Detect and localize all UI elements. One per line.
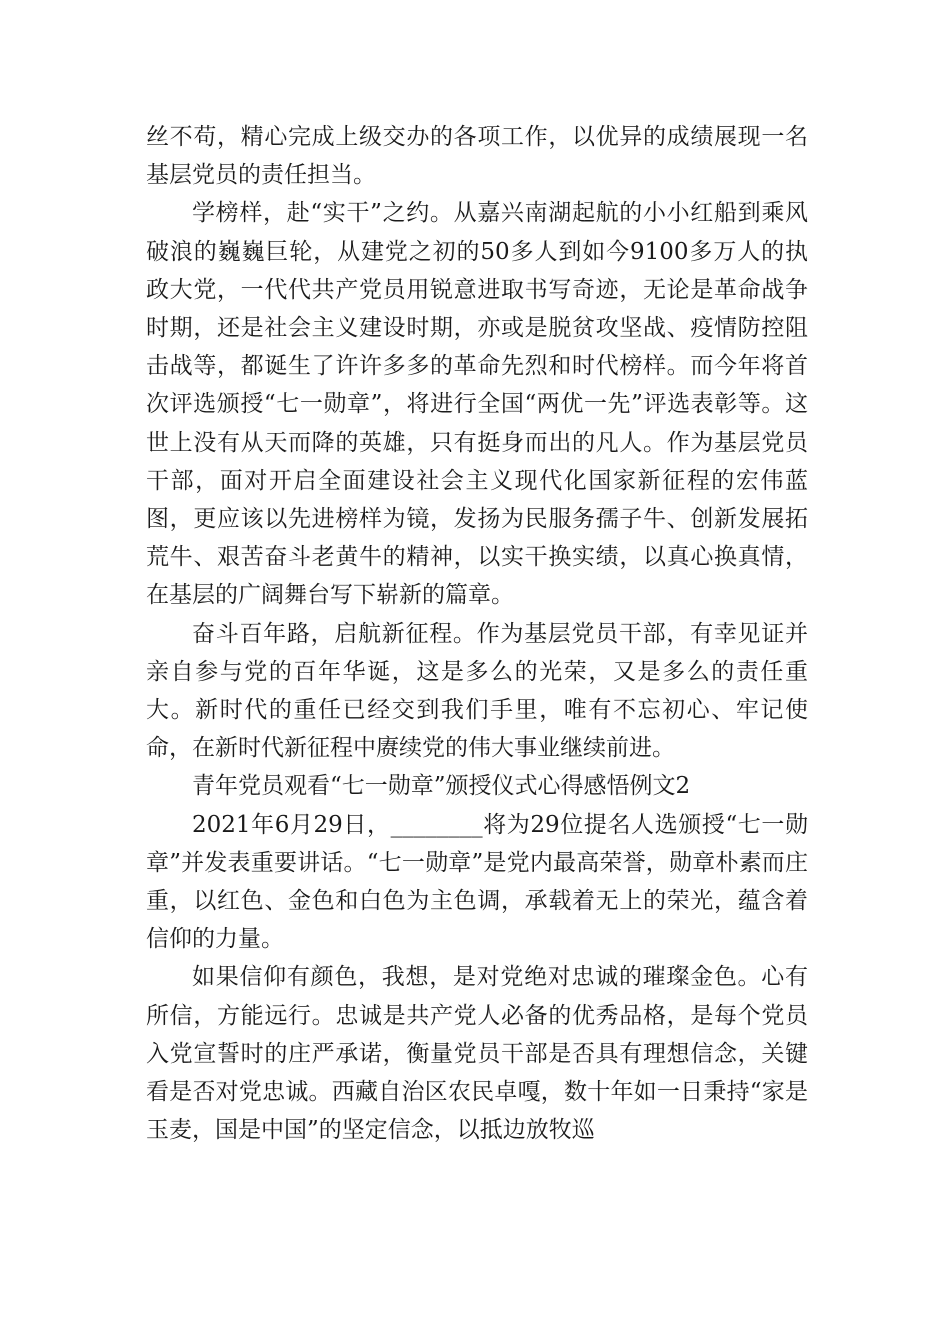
paragraph-hundred-year-journey: 奋斗百年路，启航新征程。作为基层党员干部，有幸见证并亲自参与党的百年华诞，这是多么的光荣，又是多么的责任重大。新时代的重任已经交到我们手里，唯有不忘初心、牢记使命，在新时代新征程中赓续党的伟大事业继续前进。 xyxy=(146,620,808,762)
section-heading: 青年党员观看“七一勋章”颁授仪式心得感悟例文2 xyxy=(192,773,691,800)
document-body xyxy=(146,118,808,1149)
paragraph-continuation: 丝不苟，精心完成上级交办的各项工作，以优异的成绩展现一名基层党员的责任担当。 xyxy=(146,124,808,189)
paragraph-award-ceremony: 2021年6月29日，________将为29位提名人选颁授“七一勋章”并发表重要讲话。“七一勋章”是党内最高荣誉，勋章朴素而庄重，以红色、金色和白色为主色调，承载着无上的荣光，蕴含着信仰的力量。 xyxy=(146,811,808,953)
paragraph-learn-from-models: 学榜样，赴“实干”之约。从嘉兴南湖起航的小小红船到乘风破浪的巍巍巨轮，从建党之初的50多人到如今9100多万人的执政大党，一代代共产党员用锐意进取书写奇迹，无论是革命战争时期，还是社会主义建设时期，亦或是脱贫攻坚战、疫情防控阻击战等，都诞生了许许多多的革命先烈和时代榜样。而今年将首次评选颁授“七一勋章”，将进行全国“两优一先”评选表彰等。这世上没有从天而降的英雄，只有挺身而出的凡人。作为基层党员干部，面对开启全面建设社会主义现代化国家新征程的宏伟蓝图，更应该以先进榜样为镜，发扬为民服务孺子牛、创新发展拓荒牛、艰苦奋斗老黄牛的精神，以实干换实绩，以真心换真情，在基层的广阔舞台写下崭新的篇章。 xyxy=(146,200,808,609)
paragraph-color-of-faith: 如果信仰有颜色，我想，是对党绝对忠诚的璀璨金色。心有所信，方能远行。忠诚是共产党人必备的优秀品格，是每个党员入党宣誓时的庄严承诺，衡量党员干部是否具有理想信念，关键看是否对党忠诚。西藏自治区农民卓嘎，数十年如一日秉持“家是玉麦，国是中国”的坚定信念，以抵边放牧巡 xyxy=(146,964,808,1144)
